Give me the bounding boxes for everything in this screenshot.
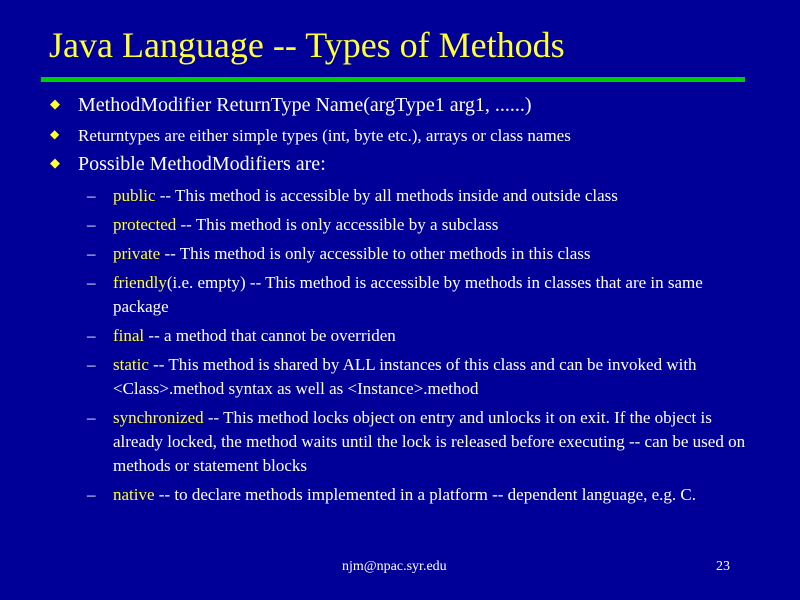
- bullet-text: MethodModifier ReturnType Name(argType1 arg1, ......): [78, 94, 532, 116]
- modifier-description: -- This method locks object on entry and unlocks it on exit. If the object is already locked, the method waits until the lock is released before executing -- can be used on methods or statement blocks: [113, 408, 746, 475]
- modifier-description: (i.e. empty) -- This method is accessible by methods in classes that are in same package: [113, 273, 703, 316]
- modifier-description: -- This method is accessible by all methods inside and outside class: [155, 186, 618, 205]
- dash-icon: –: [87, 408, 96, 427]
- modifier-item: [87, 271, 753, 319]
- page-number: 23: [716, 559, 730, 574]
- modifier-item: [87, 406, 753, 478]
- dash-icon: –: [87, 485, 96, 504]
- modifier-description: -- This method is only accessible by a subclass: [176, 215, 499, 234]
- modifier-description: -- This method is shared by ALL instances of this class and can be invoked with <Class>.method syntax as well as <Instance>.method: [113, 355, 697, 398]
- modifier-keyword: friendly: [113, 273, 167, 292]
- modifier-item: [87, 353, 753, 401]
- modifier-item: [87, 242, 753, 266]
- dash-icon: –: [87, 273, 96, 292]
- bullet-item: [50, 126, 758, 146]
- modifier-keyword: native: [113, 485, 155, 504]
- bullet-item: [50, 94, 758, 117]
- modifier-description: -- This method is only accessible to other methods in this class: [160, 244, 591, 263]
- modifier-item: [87, 324, 753, 348]
- modifier-keyword: synchronized: [113, 408, 204, 427]
- diamond-bullet-icon: ◆: [50, 156, 60, 171]
- modifier-keyword: public: [113, 186, 156, 205]
- modifier-item: [87, 213, 753, 237]
- bullet-item: [50, 153, 758, 176]
- dash-icon: –: [87, 326, 96, 345]
- modifier-keyword: protected: [113, 215, 177, 234]
- dash-icon: –: [87, 244, 96, 263]
- footer-email: njm@npac.syr.edu: [342, 559, 447, 574]
- slide-title: Java Language -- Types of Methods: [49, 25, 565, 65]
- dash-icon: –: [87, 355, 96, 374]
- modifier-item: [87, 483, 753, 507]
- bullet-text: Possible MethodModifiers are:: [78, 153, 326, 175]
- title-divider: [41, 77, 745, 82]
- modifier-keyword: static: [113, 355, 149, 374]
- dash-icon: –: [87, 215, 96, 234]
- modifier-item: [87, 184, 753, 208]
- bullet-text: Returntypes are either simple types (int, byte etc.), arrays or class names: [78, 126, 571, 145]
- modifier-keyword: private: [113, 244, 161, 263]
- modifier-description: -- a method that cannot be overriden: [144, 326, 396, 345]
- modifier-description: -- to declare methods implemented in a platform -- dependent language, e.g. C.: [154, 485, 696, 504]
- dash-icon: –: [87, 186, 96, 205]
- diamond-bullet-icon: ◆: [50, 127, 60, 141]
- modifier-keyword: final: [113, 326, 145, 345]
- diamond-bullet-icon: ◆: [50, 97, 60, 112]
